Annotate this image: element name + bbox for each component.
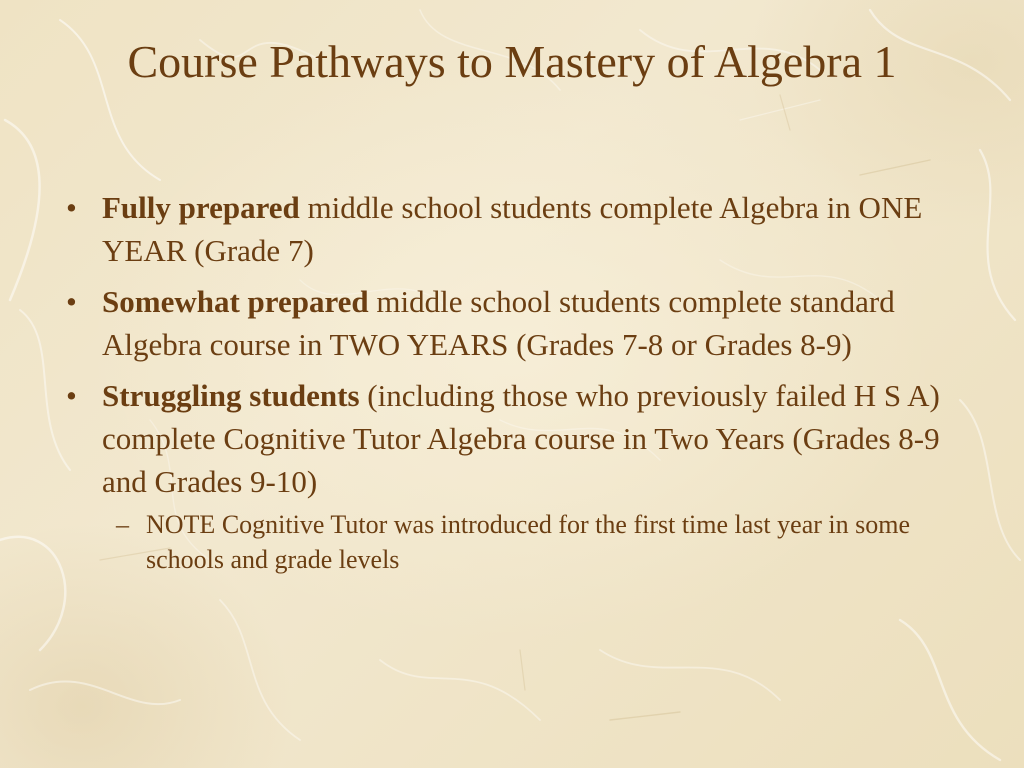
bullet-emphasis: Struggling students xyxy=(102,378,360,413)
bullet-item-somewhat-prepared xyxy=(60,280,960,366)
bullet-marker: • xyxy=(66,284,77,319)
bullet-marker: • xyxy=(66,190,77,225)
bullet-text: (including those who previously failed H S A) complete Cognitive Tutor Algebra course in Two Years (Grades 8-9 and Grades 9-10) xyxy=(102,378,940,499)
bullet-list xyxy=(60,186,960,585)
sub-bullet-text: NOTE Cognitive Tutor was introduced for the first time last year in some schools and grade levels xyxy=(146,510,910,574)
bullet-emphasis: Somewhat prepared xyxy=(102,284,369,319)
sub-bullet-marker: – xyxy=(116,510,129,539)
bullet-text: middle school students complete standard Algebra course in TWO YEARS (Grades 7-8 or Grades 8-9) xyxy=(102,284,895,362)
bullet-item-fully-prepared xyxy=(60,186,960,272)
slide-title: Course Pathways to Mastery of Algebra 1 xyxy=(127,36,897,87)
bullet-marker: • xyxy=(66,378,77,413)
sub-bullet-note xyxy=(102,507,960,577)
sub-bullet-list xyxy=(102,507,960,577)
bullet-emphasis: Fully prepared xyxy=(102,190,300,225)
bullet-item-struggling-students xyxy=(60,374,960,577)
bullet-text: middle school students complete Algebra in ONE YEAR (Grade 7) xyxy=(102,190,923,268)
